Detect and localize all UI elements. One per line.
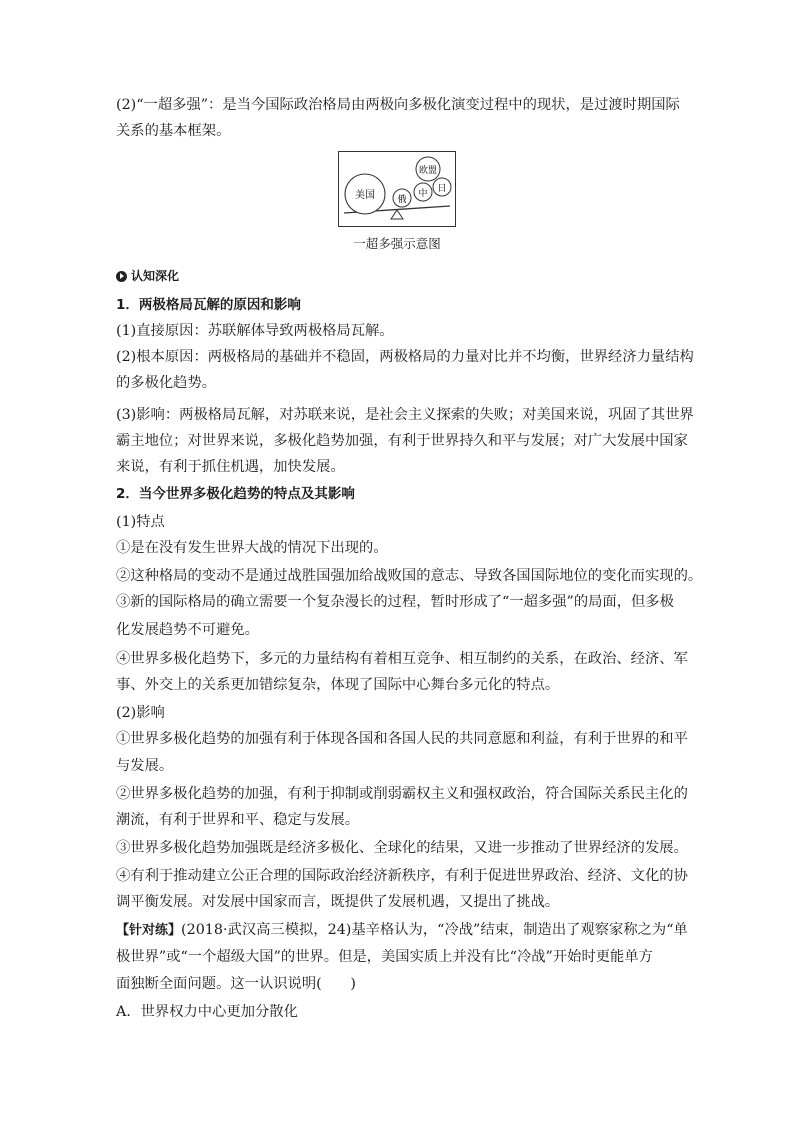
japan-label: 日: [437, 184, 447, 194]
practice-text-1: (2018·武汉高三模拟，24)基辛格认为，“冷战”结束，制造出了观察家称之为“单: [181, 922, 688, 938]
russia-label: 俄: [397, 195, 407, 205]
one-superpower-diagram: [338, 151, 456, 227]
item2-a3-line2: 化发展趋势不可避免。: [116, 622, 259, 638]
section-heading: [116, 267, 179, 285]
item2-sub2: (2)影响: [116, 705, 165, 721]
figure-caption: 一超多强示意图: [353, 236, 441, 251]
practice-option-a: A．世界权力中心更加分散化: [116, 1004, 298, 1020]
item1-p3-line1: (3)影响：两极格局瓦解，对苏联来说，是社会主义探索的失败；对美国来说，巩固了其世界: [116, 407, 694, 423]
item2-b1-line1: ①世界多极化趋势的加强有利于体现各国和各国人民的共同意愿和利益，有利于世界的和平: [116, 731, 688, 747]
practice-line2: 极世界”或“一个超级大国”的世界。但是，美国实质上并没有比“冷战”开始时更能单方: [116, 949, 653, 965]
eu-label: 欧盟: [418, 166, 438, 176]
item2-a4-line2: 事、外交上的关系更加错综复杂，体现了国际中心舞台多元化的特点。: [116, 677, 560, 693]
item2-title: 2．当今世界多极化趋势的特点及其影响: [116, 486, 355, 502]
item2-b4-line1: ④有利于推动建立公正合理的国际政治经济新秩序，有利于促进世界政治、经济、文化的协: [116, 868, 688, 884]
item1-title: 1．两极格局瓦解的原因和影响: [116, 297, 301, 313]
section-title: 认知深化: [131, 269, 180, 283]
item2-a4-line1: ④世界多极化趋势下，多元的力量结构有着相互竞争、相互制约的关系，在政治、经济、军: [116, 651, 688, 667]
intro-line-2: 关系的基本框架。: [116, 123, 231, 139]
item2-sub1: (1)特点: [116, 514, 165, 530]
item1-p3-line2: 霸主地位；对世界来说，多极化趋势加强，有利于世界持久和平与发展；对广大发展中国家: [116, 433, 688, 449]
item2-b3: ③世界多极化趋势加强既是经济多极化、全球化的结果，又进一步推动了世界经济的发展。: [116, 840, 688, 856]
practice-line1: [116, 920, 688, 941]
item1-p3-line3: 来说，有利于抓住机遇，加快发展。: [116, 459, 345, 475]
item2-b2-line2: 潮流，有利于世界和平、稳定与发展。: [116, 812, 360, 828]
usa-label: 美国: [355, 190, 375, 201]
item1-p2-line2: 的多极化趋势。: [116, 375, 217, 391]
item2-b2-line1: ②世界多极化趋势的加强，有利于抑制或削弱霸权主义和强权政治，符合国际关系民主化的: [116, 786, 688, 802]
china-label: 中: [418, 189, 428, 199]
item2-a3-line1: ③新的国际格局的确立需要一个复杂漫长的过程，暂时形成了“一超多强”的局面，但多极: [116, 594, 674, 610]
intro-line-1: (2)“一超多强”：是当今国际政治格局由两极向多极化演变过程中的现状，是过渡时期国际: [116, 97, 680, 113]
item2-b1-line2: 与发展。: [116, 758, 174, 774]
play-circle-icon: [116, 271, 127, 282]
item1-p2-line1: (2)根本原因：两极格局的基础并不稳固，两极格局的力量对比并不均衡，世界经济力量结构: [116, 349, 694, 365]
item2-a1: ①是在没有发生世界大战的情况下出现的。: [116, 540, 388, 556]
practice-tag: 【针对练】: [116, 923, 182, 938]
item2-b4-line2: 调平衡发展。对发展中国家而言，既提供了发展机遇，又提出了挑战。: [116, 894, 560, 910]
practice-line3: 面独断全面问题。这一认识说明( ): [116, 976, 356, 992]
item1-p1: (1)直接原因：苏联解体导致两极格局瓦解。: [116, 323, 394, 339]
item2-a2: ②这种格局的变动不是通过战胜国强加给战败国的意志、导致各国国际地位的变化而实现的。: [116, 568, 703, 584]
